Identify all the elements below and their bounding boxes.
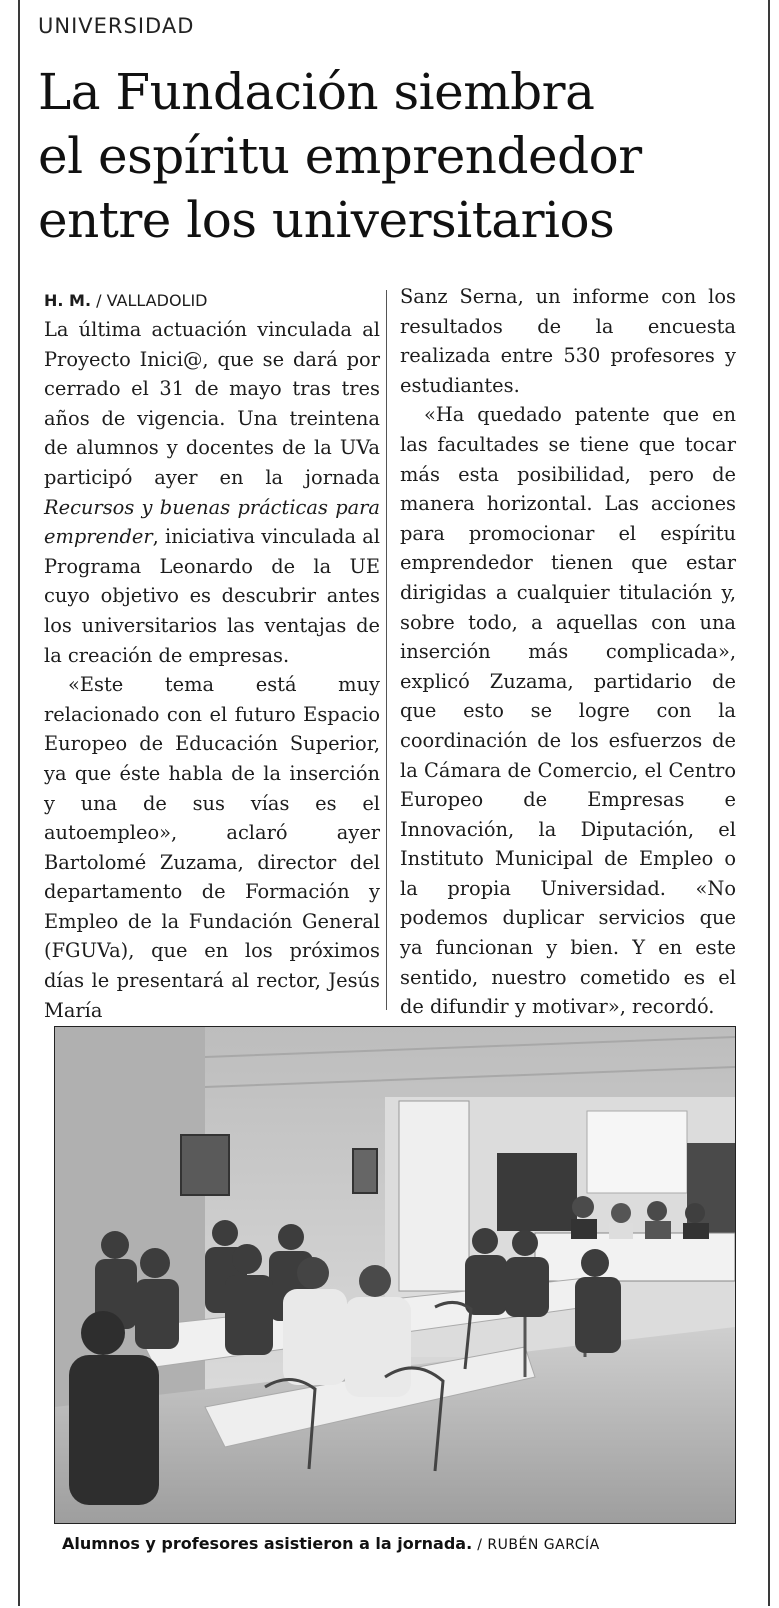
classroom-photo-illustration [55,1027,735,1523]
event-title: Recursos y buenas prácticas para emprender [44,495,380,549]
article-paragraph: «Ha quedado patente que en las facultades se tiene que tocar más esta posibilidad, pero de manera horizontal. Las acciones para promocionar el espíritu emprendedor tienen que estar dirigidas a cualquier titulación y, sobre todo, a aquellas con una inserción más complicada», explicó Zuzama, partidario de que esto se logre con la coordinación de los esfuerzos de la Cámara de Comercio, el Centro Europeo de Empresas e Innovación, la Diputación, el Instituto Municipal de Empleo o la propia Universidad. «No podemos duplicar servicios que ya funcionan y bien. Y en este sentido, nuestro cometido es el de difundir y motivar», recordó. [400,403,736,1019]
headline-line: La Fundación siembra [38,63,595,121]
article-photo [54,1026,736,1524]
byline-author: H. M. [44,291,92,310]
paragraph-text: , iniciativa vinculada al Programa Leonardo de la UE cuyo objetivo es descubrir antes los universitarios las ventajas de la creación de empresas. [44,525,380,667]
caption-text: Alumnos y profesores asistieron a la jornada. [62,1534,473,1553]
headline [38,60,758,252]
byline-location: / VALLADOLID [96,291,208,310]
paragraph-text: La última actuación vinculada al Proyecto Inici@, que se dará por cerrado el 31 de mayo tras tres años de vigencia. Una treintena de alumnos y docentes de la UVa participó ayer en la jornada [44,318,380,489]
article-paragraph: Sanz Serna, un informe con los resultados de la encuesta realizada entre 530 profesores y estudiantes. [400,285,736,397]
photo-caption [62,1534,762,1553]
headline-line: entre los universitarios [38,191,615,249]
section-label: UNIVERSIDAD [38,14,195,38]
article-column-left [44,290,380,1025]
article-column-right [400,282,736,1022]
article-paragraph: «Este tema está muy relacionado con el futuro Espacio Europeo de Educación Superior, ya que éste habla de la inserción y una de sus vías es el autoempleo», aclaró ayer Bartolomé Zuzama, director del departamento de Formación y Empleo de la Fundación General (FGUVa), que en los próximos días le presentará al rector, Jesús María [44,673,380,1022]
article-paragraph [44,315,380,670]
byline [44,290,380,312]
photo-credit: / RUBÉN GARCÍA [477,1537,600,1553]
headline-line: el espíritu emprendedor [38,127,642,185]
column-divider [386,290,387,1010]
